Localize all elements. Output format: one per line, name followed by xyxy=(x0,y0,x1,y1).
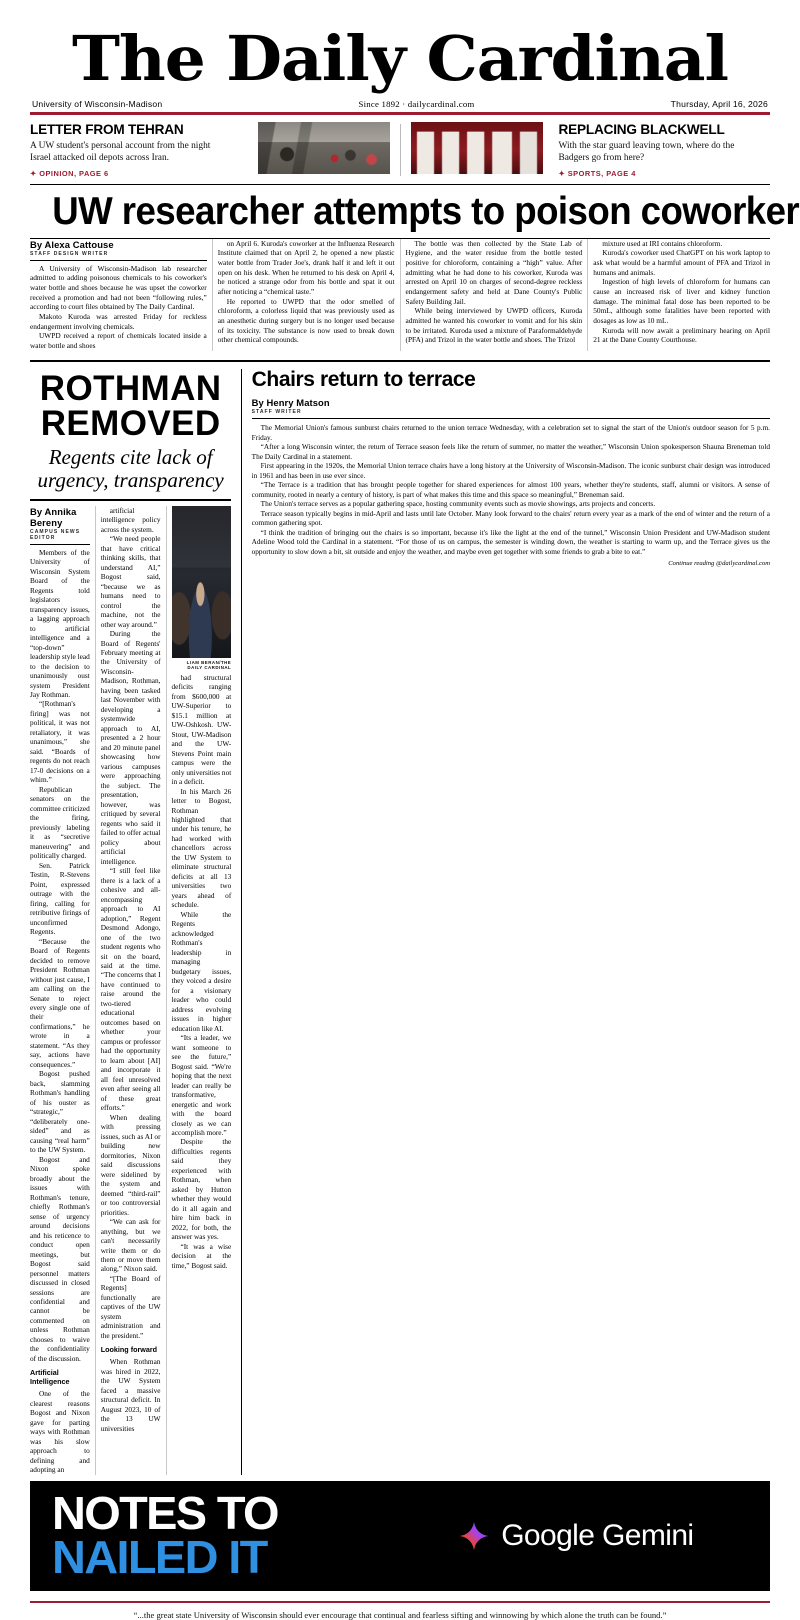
dateline-date: Thursday, April 16, 2026 xyxy=(671,99,768,109)
terrace-headline[interactable]: Chairs return to terrace xyxy=(252,369,770,390)
rothman-columns xyxy=(30,506,231,1475)
lead-paragraph: Ingestion of high levels of chloroform for humans can cause an increased risk of liver and kidney function damage. The minimal fatal dose has been reported to be 50mL, although some fatalities have been reported with dosages as low as 10 mL. xyxy=(593,277,770,325)
rothman-paragraph: Despite the difficulties regents said they experienced with Rothman, when asked by Hutton whether they would do it all again and hire him back in 2022, for both, the answer was yes. xyxy=(172,1137,232,1241)
rothman-paragraph: artificial intelligence policy across the system. xyxy=(101,506,161,534)
terrace-paragraph: Terrace season typically begins in mid-April and lasts until late October. Many look forward to the chairs' return every year as a mark of the end of winter and the return of a common gathering spot. xyxy=(252,509,770,528)
newspaper-title: The Daily Cardinal xyxy=(15,26,785,91)
lead-byline-name: By Alexa Cattouse xyxy=(30,239,207,250)
lead-headline[interactable]: UW researcher attempts to poison coworker xyxy=(52,192,748,232)
lead-paragraph: The bottle was then collected by the State Lab of Hygiene, and the water residue from the bottle tested positive for chloroform, containing a “high” value. After admitting what he had done to his coworker, Kuroda was arrested on April 10 on charges of second-degree reckless endangerment safety and held at Dane County's Public Safety Building Jail. xyxy=(406,239,583,307)
teaser-opinion[interactable] xyxy=(30,122,390,178)
lead-column-2 xyxy=(218,239,395,351)
rothman-paragraph: While the Regents acknowledged Rothman's leadership in managing budgetary issues, they voiced a desire for a visionary leader who could address evolving issues in higher education like AI. xyxy=(172,910,232,1033)
lead-story-columns xyxy=(30,239,770,351)
section-divider-rule xyxy=(30,360,770,362)
rothman-paragraph: “[The Board of Regents] functionally are captives of the UW system administration and the president.” xyxy=(101,1274,161,1340)
terrace-continue-reading[interactable]: Continue reading @dailycardinal.com xyxy=(252,560,770,567)
rothman-paragraph: Members of the University of Wisconsin System Board of the Regents told legislators transparency issues, a lagging approach to artificial intelligence and a “top-down” leadership style lead to the decision to unanimously oust system President Jay Rothman. xyxy=(30,548,90,700)
dateline-since: Since 1892 · dailycardinal.com xyxy=(359,99,475,109)
ad-brand-lockup xyxy=(459,1519,693,1553)
rothman-byline-role: CAMPUS NEWS EDITOR xyxy=(30,529,90,541)
terrace-byline-role: STAFF WRITER xyxy=(252,409,770,415)
lead-paragraph: A University of Wisconsin-Madison lab researcher admitted to adding poisonous chemicals to his coworker's water bottle and shoes because he was upset the coworker received a promotion and had not been “following rules,” according to court files obtained by The Daily Cardinal. xyxy=(30,264,207,312)
teaser-deck: With the star guard leaving town, where do the Badgers go from here? xyxy=(559,140,759,165)
masthead xyxy=(30,0,770,91)
rothman-paragraph: One of the clearest reasons Bogost and Nixon gave for parting ways with Rothman was his slow approach to defining and adopting an xyxy=(30,1389,90,1474)
lead-column-1 xyxy=(30,239,207,351)
rothman-subhead-ai: Artificial Intelligence xyxy=(30,1368,90,1386)
rothman-subhead-looking-forward: Looking forward xyxy=(101,1345,161,1354)
teaser-kicker: LETTER FROM TEHRAN xyxy=(30,122,250,137)
rothman-paragraph: When dealing with pressing issues, such as AI or building new dormitories, Nixon said discussions were sidelined by the system and deemed “third-rail” or too controversial priorities. xyxy=(101,1113,161,1217)
dateline-university: University of Wisconsin-Madison xyxy=(32,99,162,109)
terrace-paragraph: The Memorial Union's famous sunburst chairs returned to the union terrace Wednesday, with a celebration set to signal the start of the Union's outdoor season for 5 p.m. Friday. xyxy=(252,423,770,442)
rothman-paragraph: “Because the Board of Regents decided to remove President Rothman without just cause, I am calling on the Senate to reject every single one of their confirmations,” he wrote in a statement. “As they say, actions have consequences.” xyxy=(30,937,90,1070)
rothman-paragraph: Bogost pushed back, slamming Rothman's handling of his ouster as “strategic,” “deliberately one-sided” and as causing “real harm” to the UW System. xyxy=(30,1069,90,1154)
teaser-divider xyxy=(400,124,401,176)
lead-paragraph: UWPD received a report of chemicals located inside a water bottle and shoes xyxy=(30,331,207,350)
lead-paragraph: He reported to UWPD that the odor smelled of chloroform, a colorless liquid that was previously used as an anesthetic during surgery but is no longer used because of its toxicity. The substance is now used to break down other chemical compounds. xyxy=(218,297,395,345)
teaser-bottom-rule xyxy=(30,184,770,185)
rothman-column-1 xyxy=(30,506,90,1475)
rothman-paragraph: When Rothman was hired in 2022, the UW System faced a massive structural deficit. In August 2023, 10 of the 13 UW universities xyxy=(101,1357,161,1433)
rothman-photo-credit: LIAM BERAN/THE DAILY CARDINAL xyxy=(172,660,232,670)
teaser-bar xyxy=(30,115,770,184)
teaser-kicker: REPLACING BLACKWELL xyxy=(559,122,771,137)
rothman-column-3 xyxy=(172,506,232,1475)
rothman-headline-rule xyxy=(30,499,231,501)
rothman-paragraph: Sen. Patrick Testin, R-Stevens Point, expressed outrage with the firing, calling for retributive firings of unconfirmed Regents. xyxy=(30,861,90,937)
lead-paragraph: Kuroda's coworker used ChatGPT on his work laptop to ask what would be a harmful amount of PFA and Trizol in humans and animals. xyxy=(593,248,770,277)
terrace-byline-name: By Henry Matson xyxy=(252,397,770,408)
lead-paragraph: Makoto Kuroda was arrested Friday for reckless endangerment involving chemicals. xyxy=(30,312,207,331)
rothman-column-2 xyxy=(101,506,161,1475)
lead-byline-rule xyxy=(30,260,207,261)
ad-brand-text: Google Gemini xyxy=(501,1519,693,1553)
ad-line-2: NAILED IT xyxy=(52,1536,463,1580)
rothman-paragraph: “I still feel like there is a lack of a cohesive and all-encompassing approach to AI adoption,” Regent Desmond Adongo, one of the two student regents who sit on the board, said at the time. “The concerns that I have continued to raise around the two-tiered educational outcomes based on whether your campus or professor had the opportunity to learn about [AI] and incorporate it all feel unresolved even after seeing all of these great efforts.” xyxy=(101,866,161,1113)
lead-paragraph: on April 6. Kuroda's coworker at the Influenza Research Institute claimed that on April 2, he opened a new plastic water bottle from Trader Joe's, drank half it and left it out open on his desk. When he returned to his desk on April 4, he noticed a strange odor from his bottle and spat it out after noticing a “chemical taste.” xyxy=(218,239,395,297)
teaser-link-opinion[interactable]: ✦ OPINION, PAGE 6 xyxy=(30,169,250,178)
teaser-deck: A UW student's personal account from the night Israel attacked oil depots across Iran. xyxy=(30,140,230,165)
footer-sifting-winnowing-quote: “...the great state University of Wisconsin should ever encourage that continual and fearless sifting and winnowing by which alone the truth can be found.” xyxy=(30,1603,770,1620)
terrace-paragraph: “The Terrace is a tradition that has brought people together for shared experiences for almost 100 years, whether they're students, staff, alumni or visitors. A sense of community, rooted in nearly a century of history, is part of what makes this time and this space so meaningful,” Breneman said. xyxy=(252,480,770,499)
terrace-story xyxy=(252,369,770,1475)
rothman-paragraph: Republican senators on the committee criticized the firing, previously labeling it as “secretive maneuvering” and politically charged. xyxy=(30,785,90,861)
teaser-photo-basketball xyxy=(411,122,543,174)
rothman-paragraph: Bogost and Nixon spoke broadly about the issues with Rothman's tenure, chiefly Rothman's sense of urgency around decisions and his reticence to conduct open meetings, but Bogost said personnel matters discussed in closed sessions are confidential and cannot be commented on unless Rothman chooses to waive the confidentiality of the discussion. xyxy=(30,1155,90,1364)
teaser-photo-tehran xyxy=(258,122,390,174)
rothman-photo xyxy=(172,506,232,658)
teaser-sports[interactable] xyxy=(411,122,771,178)
rothman-byline-rule xyxy=(30,544,90,545)
rothman-paragraph: “[Rothman's firing] was not political, it was not retaliatory, it was unanimous,” she said. “Boards of regents do not reach 17-0 decisions on a whim.” xyxy=(30,699,90,784)
terrace-paragraph: “After a long Wisconsin winter, the return of Terrace season feels like the return of summer, no matter the weather,” Wisconsin Union spokesperson Shauna Breneman told The Daily Cardinal in a statement. xyxy=(252,442,770,461)
rothman-story xyxy=(30,369,231,1475)
lower-package xyxy=(30,369,770,1475)
ad-line-1: NOTES TO xyxy=(52,1492,463,1536)
masthead-dateline-block xyxy=(30,99,770,115)
rothman-paragraph: “It was a wise decision at the time,” Bogost said. xyxy=(172,1242,232,1270)
dateline xyxy=(30,99,770,112)
rothman-paragraph: In his March 26 letter to Bogost, Rothman highlighted that under his tenure, he had worked with chancellors across the UW System to eliminate structural deficits at all 13 universities two years ahead of schedule. xyxy=(172,787,232,910)
lead-byline-role: STAFF DESIGN WRITER xyxy=(30,251,207,257)
lead-column-4 xyxy=(593,239,770,351)
terrace-byline-rule xyxy=(252,418,770,419)
rothman-paragraph: “We need people that have critical thinking skills, that understand AI,” Bogost said, “because we as humans need to control the machine, not the other way around.” xyxy=(101,534,161,629)
rothman-headline[interactable]: ROTHMAN REMOVED xyxy=(30,371,231,441)
ad-copy xyxy=(30,1492,459,1579)
lead-column-3 xyxy=(406,239,583,351)
gemini-sparkle-icon xyxy=(459,1521,489,1551)
rothman-paragraph: “We can ask for anything, but we can't necessarily write them or do them or move them along,” Nixon said. xyxy=(101,1217,161,1274)
lead-paragraph: Kuroda will now await a preliminary hearing on April 21 at the Dane County Courthouse. xyxy=(593,326,770,345)
rothman-paragraph: During the Board of Regents' February meeting at the University of Wisconsin-Madison, Rothman, having been tasked last November with developing a systemwide approach to AI, presented a 2 hour and 20 minute panel showcasing how various campuses were approaching the subject. The presentation, however, was critiqued by several regents who said it failed to offer actual policy about artificial intelligence. xyxy=(101,629,161,866)
terrace-paragraph: The Union's terrace serves as a popular gathering space, hosting community events such as movie showings, arts projects and concerts. xyxy=(252,499,770,508)
teaser-link-sports[interactable]: ✦ SPORTS, PAGE 4 xyxy=(559,169,771,178)
rothman-paragraph: had structural deficits ranging from $600,000 at UW-Superior to $15.1 million at UW-Oshkosh. UW-Stout, UW-Madison and the UW-Stevens Point main campus were the only universities not in a deficit. xyxy=(172,673,232,787)
lead-paragraph: While being interviewed by UWPD officers, Kuroda admitted he wanted his coworker to vomit and for his skin to be irritated. Kuroda used a mixture of Paraformaldehyde (PFA) and Trizol in the water bottle and shoes. The Trizol xyxy=(406,306,583,345)
rothman-paragraph: “Its a leader, we want someone to see the future,” Bogost said. “We're hoping that the next leader can really be transformative, energetic and work with the board closely as we can accomplish more.” xyxy=(172,1033,232,1137)
advertisement-google-gemini[interactable] xyxy=(30,1481,770,1591)
rothman-deck: Regents cite lack of urgency, transparency xyxy=(30,446,231,492)
terrace-paragraph: “I think the tradition of bringing out the chairs is so important, because it's like the light at the end of the tunnel,” Wisconsin Union President and UW-Madison student Adeline Wood told the Cardinal in a statement. “For those of us on campus, the semester is winding down, the weather is starting to warm up, and the Terrace gives us the opportunity to slow down a bit, sit outside and enjoy the weather, and maybe even get together with some friends to grab a bite to eat.” xyxy=(252,528,770,556)
terrace-paragraph: First appearing in the 1920s, the Memorial Union terrace chairs have a long history at the University of Wisconsin-Madison. The iconic sunburst chair design was introduced in 1961 and has been in use ever since. xyxy=(252,461,770,480)
rothman-byline-name: By Annika Bereny xyxy=(30,506,90,528)
lead-paragraph: mixture used at IRI contains chloroform. xyxy=(593,239,770,249)
